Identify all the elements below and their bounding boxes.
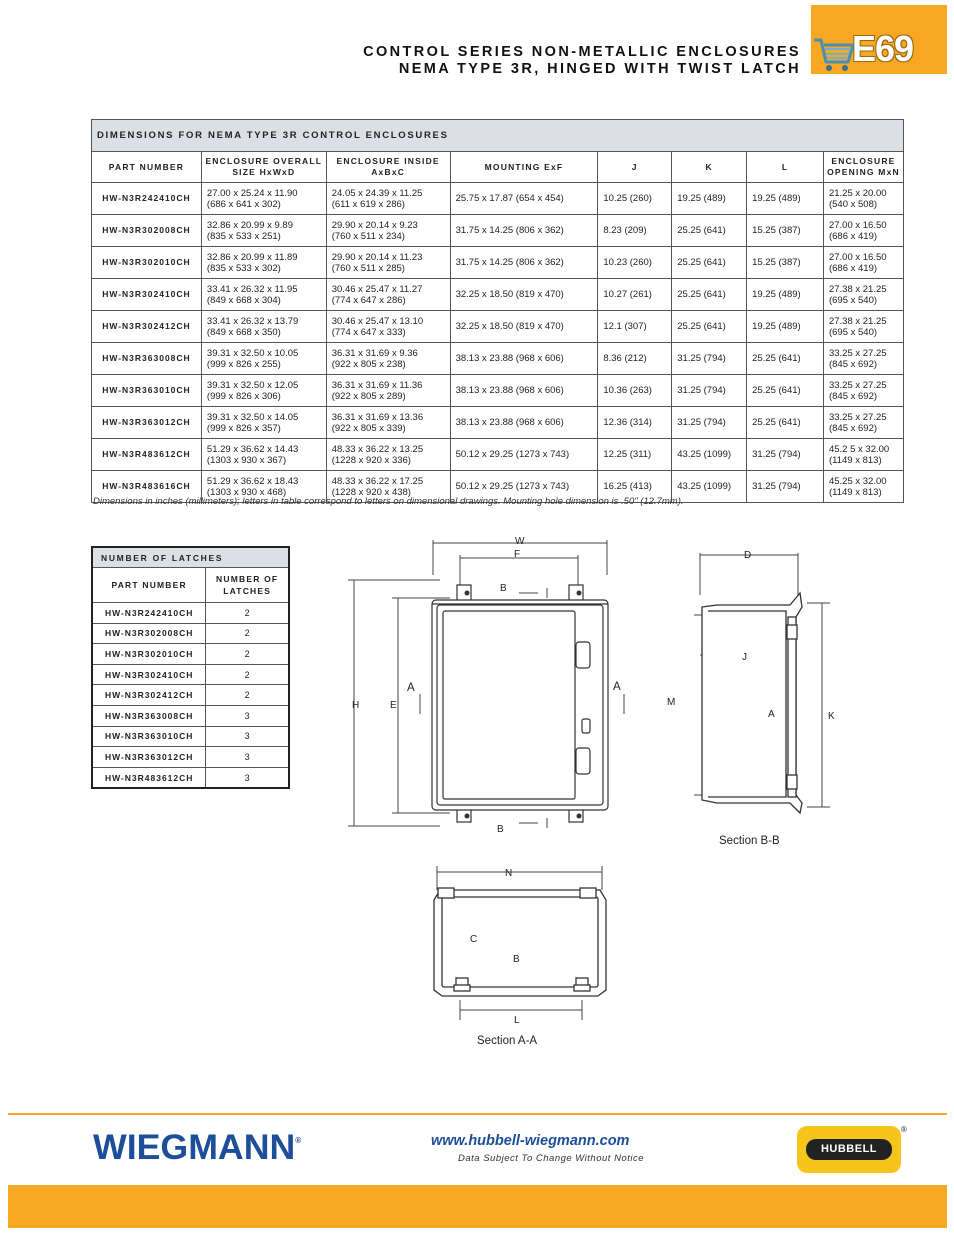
k-cell: 25.25 (641): [672, 311, 747, 343]
mounting-cell: 38.13 x 23.88 (968 x 606): [450, 343, 598, 375]
j-cell: 8.36 (212): [598, 343, 672, 375]
table-row: [92, 407, 904, 439]
k-cell: 31.25 (794): [672, 407, 747, 439]
section-bb-caption: Section B-B: [719, 835, 780, 847]
page-code: E69: [852, 28, 914, 69]
opening-cell: 27.38 x 21.25 (695 x 540): [823, 311, 903, 343]
col-k: K: [672, 152, 747, 183]
dim-label-c: C: [470, 934, 478, 945]
part-number-cell: HW-N3R363010CH: [92, 375, 202, 407]
latches-table: [91, 546, 290, 789]
latch-count-cell: 3: [206, 767, 289, 788]
section-aa-caption: Section A-A: [477, 1035, 538, 1047]
latch-col-number: NUMBER OF LATCHES: [206, 568, 289, 603]
dim-label-m: M: [667, 697, 676, 708]
front-view-drawing: [340, 530, 640, 840]
page-title: [363, 44, 801, 78]
footer-bar: [8, 1185, 947, 1228]
opening-cell: 27.38 x 21.25 (695 x 540): [823, 279, 903, 311]
j-cell: 12.1 (307): [598, 311, 672, 343]
mounting-cell: 50.12 x 29.25 (1273 x 743): [450, 471, 598, 503]
inside-size-cell: 29.90 x 20.14 x 11.23 (760 x 511 x 285): [326, 247, 450, 279]
k-cell: 25.25 (641): [672, 215, 747, 247]
inside-size-cell: 24.05 x 24.39 x 11.25 (611 x 619 x 286): [326, 183, 450, 215]
mounting-cell: 31.75 x 14.25 (806 x 362): [450, 247, 598, 279]
latch-part-cell: HW-N3R302008CH: [92, 623, 206, 644]
overall-size-cell: 39.31 x 32.50 x 12.05 (999 x 826 x 306): [201, 375, 326, 407]
opening-cell: 45.25 x 32.00 (1149 x 813): [823, 471, 903, 503]
j-cell: 16.25 (413): [598, 471, 672, 503]
latch-col-part: PART NUMBER: [92, 568, 206, 603]
shopping-cart-icon[interactable]: [812, 32, 856, 74]
mounting-cell: 50.12 x 29.25 (1273 x 743): [450, 439, 598, 471]
latch-part-cell: HW-N3R363008CH: [92, 705, 206, 726]
dim-label-k: K: [828, 711, 835, 722]
overall-size-cell: 39.31 x 32.50 x 14.05 (999 x 826 x 357): [201, 407, 326, 439]
inside-size-cell: 29.90 x 20.14 x 9.23 (760 x 511 x 234): [326, 215, 450, 247]
inside-size-cell: 36.31 x 31.69 x 9.36 (922 x 805 x 238): [326, 343, 450, 375]
table-row: [92, 183, 904, 215]
col-opening: ENCLOSURE OPENING MxN: [823, 152, 903, 183]
latch-count-cell: 2: [206, 603, 289, 624]
l-cell: 25.25 (641): [747, 375, 824, 407]
j-cell: 8.23 (209): [598, 215, 672, 247]
col-mounting: MOUNTING ExF: [450, 152, 598, 183]
table-row: [92, 747, 289, 768]
dim-label-a: A: [768, 709, 775, 720]
table-row: [92, 247, 904, 279]
table-row: [92, 685, 289, 706]
l-cell: 25.25 (641): [747, 343, 824, 375]
dim-label-j: J: [742, 652, 747, 663]
mounting-cell: 31.75 x 14.25 (806 x 362): [450, 215, 598, 247]
part-number-cell: HW-N3R363012CH: [92, 407, 202, 439]
section-aa-drawing: [420, 860, 620, 1050]
table-row: [92, 375, 904, 407]
latch-count-cell: 2: [206, 623, 289, 644]
inside-size-cell: 30.46 x 25.47 x 13.10 (774 x 647 x 333): [326, 311, 450, 343]
part-number-cell: HW-N3R363008CH: [92, 343, 202, 375]
dim-label-l: L: [514, 1015, 520, 1026]
section-bb-drawing: [662, 545, 842, 850]
inside-size-cell: 36.31 x 31.69 x 13.36 (922 x 805 x 339): [326, 407, 450, 439]
mounting-cell: 38.13 x 23.88 (968 x 606): [450, 375, 598, 407]
overall-size-cell: 33.41 x 26.32 x 13.79 (849 x 668 x 350): [201, 311, 326, 343]
dim-label-d: D: [744, 550, 752, 561]
j-cell: 10.25 (260): [598, 183, 672, 215]
j-cell: 12.25 (311): [598, 439, 672, 471]
l-cell: 19.25 (489): [747, 279, 824, 311]
inside-size-cell: 30.46 x 25.47 x 11.27 (774 x 647 x 286): [326, 279, 450, 311]
table-row: [92, 664, 289, 685]
opening-cell: 21.25 x 20.00 (540 x 508): [823, 183, 903, 215]
table-row: [92, 705, 289, 726]
part-number-cell: HW-N3R483612CH: [92, 439, 202, 471]
disclaimer: Data Subject To Change Without Notice: [458, 1153, 644, 1164]
k-cell: 19.25 (489): [672, 183, 747, 215]
dim-label-b-bottom: B: [497, 824, 504, 835]
inside-size-cell: 48.33 x 36.22 x 17.25 (1228 x 920 x 438): [326, 471, 450, 503]
k-cell: 25.25 (641): [672, 247, 747, 279]
website-link[interactable]: www.hubbell-wiegmann.com: [431, 1133, 630, 1149]
l-cell: 19.25 (489): [747, 311, 824, 343]
part-number-cell: HW-N3R302008CH: [92, 215, 202, 247]
section-marker-a-left: A: [407, 682, 415, 694]
opening-cell: 27.00 x 16.50 (686 x 419): [823, 247, 903, 279]
latch-part-cell: HW-N3R302010CH: [92, 644, 206, 665]
l-cell: 25.25 (641): [747, 407, 824, 439]
overall-size-cell: 51.29 x 36.62 x 18.43 (1303 x 930 x 468): [201, 471, 326, 503]
wiegmann-logo: WIEGMANN®: [93, 1128, 302, 1167]
title-line-1: CONTROL SERIES NON-METALLIC ENCLOSURES: [363, 44, 801, 60]
mounting-cell: 38.13 x 23.88 (968 x 606): [450, 407, 598, 439]
inside-size-cell: 48.33 x 36.22 x 13.25 (1228 x 920 x 336): [326, 439, 450, 471]
latch-count-cell: 3: [206, 747, 289, 768]
title-line-2: NEMA TYPE 3R, HINGED WITH TWIST LATCH: [398, 61, 801, 77]
opening-cell: 33.25 x 27.25 (845 x 692): [823, 343, 903, 375]
part-number-cell: HW-N3R242410CH: [92, 183, 202, 215]
part-number-cell: HW-N3R302410CH: [92, 279, 202, 311]
k-cell: 25.25 (641): [672, 279, 747, 311]
mounting-cell: 32.25 x 18.50 (819 x 470): [450, 311, 598, 343]
latch-part-cell: HW-N3R363010CH: [92, 726, 206, 747]
part-number-cell: HW-N3R302010CH: [92, 247, 202, 279]
dim-label-b: B: [513, 954, 520, 965]
table-row: [92, 215, 904, 247]
latch-part-cell: HW-N3R302412CH: [92, 685, 206, 706]
latch-count-cell: 2: [206, 664, 289, 685]
j-cell: 12.36 (314): [598, 407, 672, 439]
col-j: J: [598, 152, 672, 183]
j-cell: 10.23 (260): [598, 247, 672, 279]
j-cell: 10.36 (263): [598, 375, 672, 407]
k-cell: 43.25 (1099): [672, 471, 747, 503]
table-row: [92, 644, 289, 665]
latch-part-cell: HW-N3R363012CH: [92, 747, 206, 768]
k-cell: 43.25 (1099): [672, 439, 747, 471]
dim-label-w: W: [515, 536, 525, 547]
opening-cell: 45.2 5 x 32.00 (1149 x 813): [823, 439, 903, 471]
mounting-cell: 32.25 x 18.50 (819 x 470): [450, 279, 598, 311]
col-part-number: PART NUMBER: [92, 152, 202, 183]
table-row: [92, 343, 904, 375]
table-row: [92, 439, 904, 471]
l-cell: 19.25 (489): [747, 183, 824, 215]
dim-label-f: F: [514, 549, 521, 560]
overall-size-cell: 32.86 x 20.99 x 11.89 (835 x 533 x 302): [201, 247, 326, 279]
table-row: [92, 623, 289, 644]
opening-cell: 33.25 x 27.25 (845 x 692): [823, 375, 903, 407]
part-number-cell: HW-N3R483616CH: [92, 471, 202, 503]
table-row: [92, 279, 904, 311]
k-cell: 31.25 (794): [672, 343, 747, 375]
overall-size-cell: 27.00 x 25.24 x 11.90 (686 x 641 x 302): [201, 183, 326, 215]
overall-size-cell: 39.31 x 32.50 x 10.05 (999 x 826 x 255): [201, 343, 326, 375]
latch-count-cell: 3: [206, 705, 289, 726]
opening-cell: 33.25 x 27.25 (845 x 692): [823, 407, 903, 439]
latch-count-cell: 2: [206, 685, 289, 706]
dim-label-e: E: [390, 700, 397, 711]
hubbell-reg-mark: ®: [901, 1125, 907, 1134]
l-cell: 15.25 (387): [747, 247, 824, 279]
k-cell: 31.25 (794): [672, 375, 747, 407]
dimensions-table: [91, 119, 904, 503]
latch-part-cell: HW-N3R483612CH: [92, 767, 206, 788]
latch-count-cell: 2: [206, 644, 289, 665]
overall-size-cell: 32.86 x 20.99 x 9.89 (835 x 533 x 251): [201, 215, 326, 247]
dimensions-table-caption: DIMENSIONS FOR NEMA TYPE 3R CONTROL ENCLOSURES: [92, 120, 904, 152]
overall-size-cell: 33.41 x 26.32 x 11.95 (849 x 668 x 304): [201, 279, 326, 311]
col-l: L: [747, 152, 824, 183]
latch-count-cell: 3: [206, 726, 289, 747]
table-row: [92, 767, 289, 788]
col-inside-size: ENCLOSURE INSIDE AxBxC: [326, 152, 450, 183]
dimensions-note: Dimensions in inches (millimeters); letters in table correspond to letters on dimensional drawings. Mounting hole dimension is .50" (12.7mm).: [93, 496, 684, 507]
l-cell: 31.25 (794): [747, 439, 824, 471]
part-number-cell: HW-N3R302412CH: [92, 311, 202, 343]
table-row: [92, 726, 289, 747]
j-cell: 10.27 (261): [598, 279, 672, 311]
hubbell-logo: [797, 1126, 901, 1173]
footer-rule: [8, 1113, 947, 1115]
overall-size-cell: 51.29 x 36.62 x 14.43 (1303 x 930 x 367): [201, 439, 326, 471]
latches-table-caption: NUMBER OF LATCHES: [92, 547, 289, 568]
dim-label-b-top: B: [500, 583, 507, 594]
dim-label-n: N: [505, 868, 513, 879]
latch-part-cell: HW-N3R242410CH: [92, 603, 206, 624]
l-cell: 31.25 (794): [747, 471, 824, 503]
opening-cell: 27.00 x 16.50 (686 x 419): [823, 215, 903, 247]
table-row: [92, 311, 904, 343]
l-cell: 15.25 (387): [747, 215, 824, 247]
inside-size-cell: 36.31 x 31.69 x 11.36 (922 x 805 x 289): [326, 375, 450, 407]
dim-label-h: H: [352, 700, 360, 711]
table-row: [92, 603, 289, 624]
hubbell-logo-text: HUBBELL: [806, 1139, 892, 1160]
mounting-cell: 25.75 x 17.87 (654 x 454): [450, 183, 598, 215]
col-overall-size: ENCLOSURE OVERALL SIZE HxWxD: [201, 152, 326, 183]
latch-part-cell: HW-N3R302410CH: [92, 664, 206, 685]
section-marker-a-right: A: [613, 681, 621, 693]
